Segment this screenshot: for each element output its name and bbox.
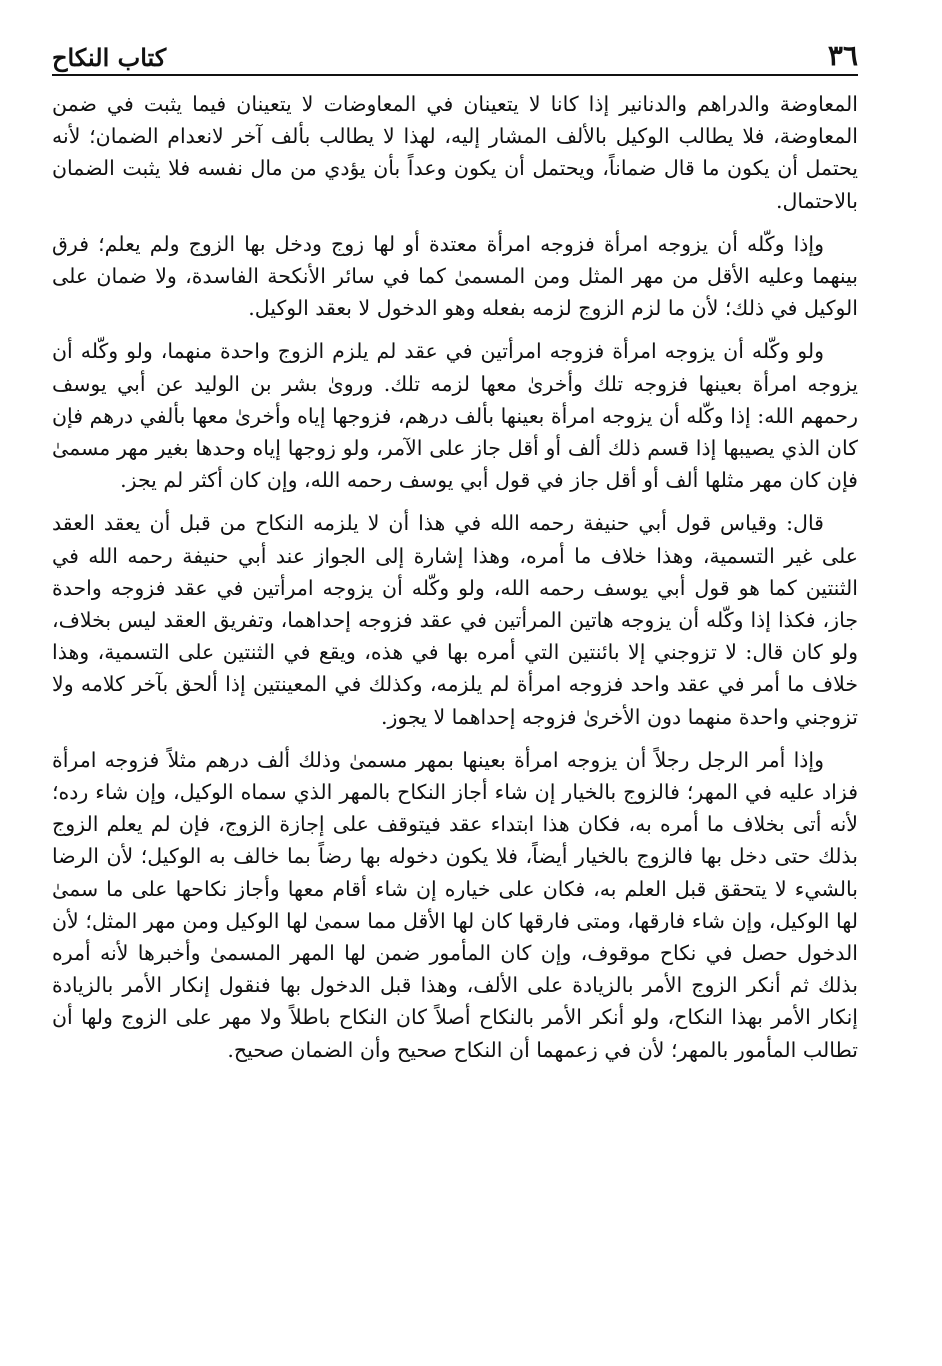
body-text: [52, 88, 858, 1066]
paragraph: المعاوضة والدراهم والدنانير إذا كانا لا يتعينان في المعاوضات لا يتعينان فيما يثبت في ضمن المعاوضة، فلا يطالب الوكيل بالألف المشار إليه، لهذا لا يطالب بألف آخر لانعدام الضمان؛ لأنه يحتمل أن يكون ما قال ضماناً، ويحتمل أن يكون وعداً بأن يؤدي من مال نفسه فلا يثبت الضمان بالاحتمال.: [52, 92, 858, 213]
book-title: كتاب النكاح: [52, 43, 167, 72]
paragraph: وإذا وكّله أن يزوجه امرأة فزوجه امرأة معتدة أو لها زوج ودخل بها الزوج ولم يعلم؛ فرق بينهما وعليه الأقل من مهر المثل ومن المسمىٰ كما في سائر الأنكحة الفاسدة، ولا ضمان على الوكيل في ذلك؛ لأن ما لزم الزوج لزمه بفعله وهو الدخول لا بعقد الوكيل.: [52, 231, 858, 321]
paragraph: ولو وكّله أن يزوجه امرأة فزوجه امرأتين في عقد لم يلزم الزوج واحدة منهما، ولو وكّله أن يزوجه امرأة بعينها فزوجه تلك وأخرىٰ معها لزمه تلك. وروىٰ بشر بن الوليد عن أبي يوسف رحمهم الله: إذا وكّله أن يزوجه امرأة بعينها بألف درهم، فزوجها إياه وأخرىٰ معها بألفي درهم فإن كان الذي يصيبها إذا قسم ذلك ألف أو أقل جاز على الآمر، ولو زوجها إياه وحدها بغير مهر مسمىٰ فإن كان مهر مثلها ألف أو أقل جاز في قول أبي يوسف رحمه الله، وإن كان أكثر لم يجز.: [52, 339, 858, 493]
page-header: [52, 30, 858, 76]
paragraph: قال: وقياس قول أبي حنيفة رحمه الله في هذا أن لا يلزمه النكاح من قبل أن يعقد العقد على غير التسمية، وهذا خلاف ما أمره، وهذا إشارة إلى الجواز عند أبي حنيفة رحمه الله في الثنتين كما هو قول أبي يوسف رحمه الله، ولو وكّله أن يزوجه امرأتين في عقد فزوجه واحدة جاز، فكذا إذا وكّله أن يزوجه هاتين المرأتين في عقد فزوجه إحداهما، وتفريق العقد ليس بخلاف، ولو كان قال: لا تزوجني إلا بائنتين التي أمره بها في هذه، ويقع في الثنتين على التسمية، وهذا خلاف ما أمر في عقد واحد فزوجه امرأة لم يلزمه، وكذلك في المعينتين إذا ألحق بآخر كلامه ولا تزوجني واحدة منهما دون الأخرىٰ فزوجه إحداهما لا يجوز.: [52, 511, 858, 729]
paragraph: وإذا أمر الرجل رجلاً أن يزوجه امرأة بعينها بمهر مسمىٰ وذلك ألف درهم مثلاً فزوجه امرأة فزاد عليه في المهر؛ فالزوج بالخيار إن شاء أجاز النكاح بالمهر الذي سماه الوكيل، وإن شاء رده؛ لأنه أتى بخلاف ما أمره به، فكان هذا ابتداء عقد فيتوقف على إجازة الزوج، فإن لم يعلم الزوج بذلك حتى دخل بها فالزوج بالخيار أيضاً، فلا يكون دخوله بها رضاً بما خالف به الوكيل؛ لأن الرضا بالشيء لا يتحقق قبل العلم به، فكان على خياره إن شاء أقام معها وأجاز نكاحها على ما سمىٰ لها الوكيل، وإن شاء فارقها، ومتى فارقها كان لها الأقل مما سمىٰ لها الوكيل ومن مهر المثل؛ لأن الدخول حصل في نكاح موقوف، وإن كان المأمور ضمن لها المهر المسمىٰ وأخبرها لأنه أمره بذلك ثم أنكر الزوج الأمر بالزيادة على الألف، وهذا قبل الدخول بها فنقول إنكار الأمر بالزيادة إنكار الأمر بهذا النكاح، ولو أنكر الأمر بالنكاح أصلاً كان النكاح باطلاً ولا مهر على الزوج ولها أن تطالب المأمور بالمهر؛ لأن في زعمهما أن النكاح صحيح وأن الضمان صحيح.: [52, 747, 858, 1062]
page-number: ٣٦: [827, 39, 858, 72]
